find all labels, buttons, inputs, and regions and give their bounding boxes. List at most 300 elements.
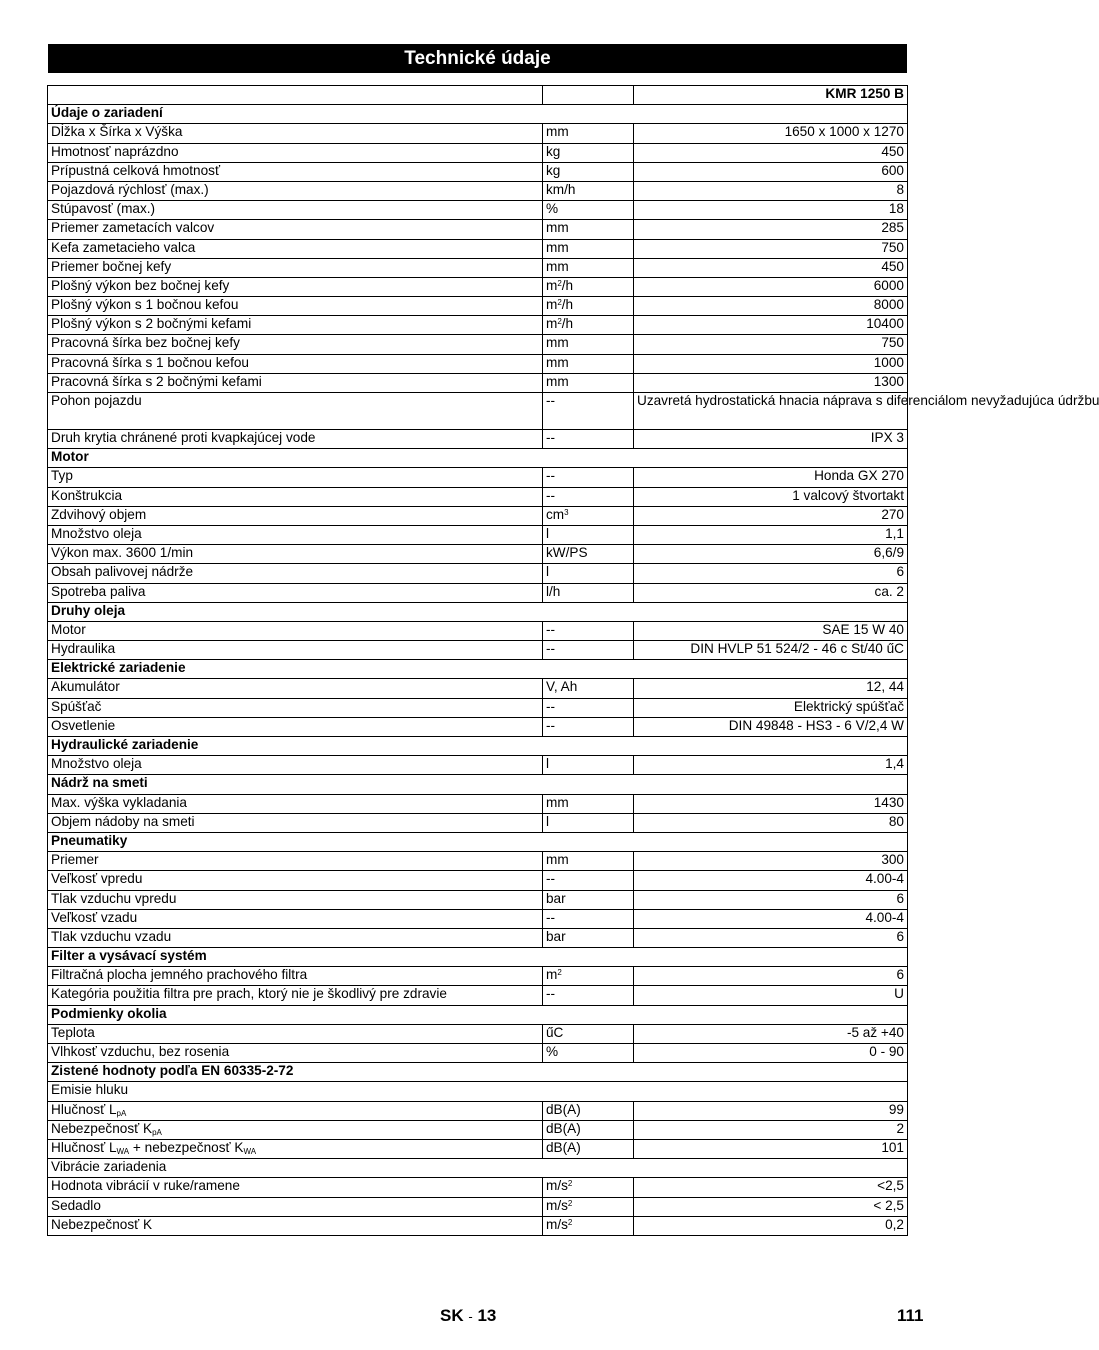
subsection-label: Emisie hluku (48, 1082, 908, 1101)
section-heading: Nádrž na smeti (48, 775, 908, 794)
row-unit-text: l (546, 564, 550, 580)
subsection-row (48, 1082, 908, 1101)
row-value: 6000 (634, 277, 908, 296)
row-unit (543, 679, 634, 698)
page-number: 111 (897, 1306, 924, 1325)
row-value: 1000 (634, 354, 908, 373)
row-value: 6 (634, 890, 908, 909)
row-unit (543, 430, 634, 449)
section-heading-row (48, 449, 908, 468)
row-unit-text: m (546, 316, 558, 332)
row-label-text: Osvetlenie (51, 717, 116, 733)
footer-dash: - (468, 1309, 473, 1324)
row-label (48, 564, 543, 583)
row-value: < 2,5 (634, 1197, 908, 1216)
row-label-text: Hlučnosť L (51, 1101, 117, 1117)
row-label (48, 1216, 543, 1235)
row-label (48, 393, 543, 430)
row-label (48, 354, 543, 373)
row-unit-text: bar (546, 928, 566, 944)
row-label (48, 525, 543, 544)
row-label (48, 124, 543, 143)
table-row (48, 756, 908, 775)
row-unit-text: kg (546, 162, 561, 178)
row-unit (543, 143, 634, 162)
row-unit-superscript: 2 (557, 968, 562, 978)
row-unit-text: m (546, 967, 558, 983)
row-value: 6,6/9 (634, 545, 908, 564)
row-unit (543, 890, 634, 909)
row-label (48, 1044, 543, 1063)
table-row (48, 220, 908, 239)
row-label-text: Kategória použitia filtra pre prach, ktorý nie je škodlivý pre zdravie (51, 986, 447, 1002)
row-unit-text: mm (546, 124, 569, 140)
row-value: 600 (634, 162, 908, 181)
row-unit (543, 641, 634, 660)
row-unit-superscript: 2 (567, 1217, 573, 1227)
row-label (48, 1178, 543, 1197)
row-value: DIN 49848 - HS3 - 6 V/2,4 W (634, 717, 908, 736)
table-row (48, 890, 908, 909)
table-row (48, 679, 908, 698)
row-label-text: Výkon max. 3600 1/min (51, 545, 194, 561)
row-label-text: Vlhkosť vzduchu, bez rosenia (51, 1044, 230, 1059)
table-row (48, 335, 908, 354)
row-value: 1300 (634, 373, 908, 392)
row-label-text: Nebezpečnosť K (51, 1216, 153, 1232)
row-unit (543, 487, 634, 506)
table-row (48, 1178, 908, 1197)
row-label-text: Druh krytia chránené proti kvapkajúcej vode (51, 430, 316, 445)
row-value: 1,1 (634, 525, 908, 544)
row-unit-text: m/s (546, 1216, 568, 1232)
row-label-text: Množstvo oleja (51, 525, 142, 541)
row-unit (543, 1197, 634, 1216)
row-label-text: Motor (51, 621, 86, 637)
row-label (48, 928, 543, 947)
row-label (48, 967, 543, 986)
row-label-text: Pohon pojazdu (51, 393, 142, 408)
row-label (48, 871, 543, 890)
row-unit (543, 986, 634, 1005)
row-value: SAE 15 W 40 (634, 621, 908, 640)
row-unit-text: kW/PS (546, 545, 588, 561)
table-row (48, 1101, 908, 1120)
header-empty-name (48, 86, 543, 105)
row-label (48, 641, 543, 660)
table-row (48, 852, 908, 871)
row-unit-text: m/s (546, 1178, 568, 1194)
table-row (48, 506, 908, 525)
table-header-row (48, 86, 908, 105)
row-unit-text: -- (546, 487, 556, 503)
table-row (48, 181, 908, 200)
section-heading: Hydraulické zariadenie (48, 737, 908, 756)
row-unit (543, 813, 634, 832)
row-unit-text: % (546, 201, 559, 217)
row-value: 4.00-4 (634, 871, 908, 890)
row-label (48, 373, 543, 392)
row-unit (543, 335, 634, 354)
row-label-text: Objem nádoby na smeti (51, 813, 195, 829)
page-footer-section (440, 1306, 496, 1326)
row-unit-text: -- (546, 430, 556, 445)
row-label-text: Hlučnosť L (51, 1139, 117, 1155)
row-label-text: Prípustná celková hmotnosť (51, 162, 221, 178)
row-unit (543, 1101, 634, 1120)
row-label (48, 258, 543, 277)
row-unit (543, 756, 634, 775)
table-row (48, 583, 908, 602)
row-value: 0,2 (634, 1216, 908, 1235)
row-label-text: Priemer bočnej kefy (51, 258, 172, 274)
table-row (48, 430, 908, 449)
row-label-text: Pracovná šírka s 1 bočnou kefou (51, 354, 249, 370)
row-unit-text: -- (546, 393, 556, 408)
row-label (48, 1139, 543, 1158)
row-value: 80 (634, 813, 908, 832)
table-row (48, 986, 908, 1005)
row-unit-text: mm (546, 852, 569, 868)
row-unit (543, 316, 634, 335)
row-unit-superscript: 2 (557, 317, 562, 327)
table-row (48, 794, 908, 813)
row-unit-superscript: 2 (557, 298, 562, 308)
row-unit-text: mm (546, 239, 569, 255)
row-unit-text: m (546, 297, 558, 313)
row-unit (543, 621, 634, 640)
table-row (48, 162, 908, 181)
page-title: Technické údaje (48, 44, 907, 73)
row-unit (543, 871, 634, 890)
row-unit (543, 794, 634, 813)
table-row (48, 143, 908, 162)
table-row (48, 871, 908, 890)
subsection-label: Vibrácie zariadenia (48, 1159, 908, 1178)
row-unit (543, 1178, 634, 1197)
row-label-text: Obsah palivovej nádrže (51, 564, 194, 580)
table-row (48, 1139, 908, 1158)
table-row (48, 1120, 908, 1139)
table-row (48, 717, 908, 736)
row-label (48, 335, 543, 354)
row-unit (543, 1044, 634, 1063)
row-unit (543, 124, 634, 143)
row-label (48, 297, 543, 316)
table-row (48, 1044, 908, 1063)
row-unit-text-after: /h (561, 277, 574, 293)
row-unit (543, 525, 634, 544)
row-unit-text: % (546, 1044, 559, 1059)
row-label-text: Plošný výkon s 1 bočnou kefou (51, 297, 239, 313)
row-value: Honda GX 270 (634, 468, 908, 487)
row-unit-text: -- (546, 986, 556, 1002)
table-row (48, 201, 908, 220)
row-value: 300 (634, 852, 908, 871)
row-value: 0 - 90 (634, 1044, 908, 1063)
row-value: 1 valcový štvortakt (634, 487, 908, 506)
table-row (48, 354, 908, 373)
row-label-text: Priemer (51, 852, 99, 868)
table-row (48, 468, 908, 487)
technical-data-body (48, 86, 1099, 1236)
row-unit (543, 239, 634, 258)
row-value: 12, 44 (634, 679, 908, 698)
section-heading: Údaje o zariadení (48, 105, 908, 124)
section-heading: Pneumatiky (48, 832, 908, 851)
table-row (48, 545, 908, 564)
row-unit-text: -- (546, 717, 556, 733)
row-unit-text: m (546, 277, 558, 293)
table-row (48, 564, 908, 583)
section-heading-row (48, 1005, 908, 1024)
row-value: 450 (634, 258, 908, 277)
technical-data-table (47, 85, 1099, 1236)
row-unit-text: -- (546, 871, 556, 887)
row-unit (543, 1024, 634, 1043)
row-label (48, 679, 543, 698)
row-value: 6 (634, 928, 908, 947)
row-unit-text: mm (546, 794, 569, 810)
row-unit (543, 162, 634, 181)
row-unit-superscript: 2 (567, 1198, 573, 1208)
row-label (48, 698, 543, 717)
row-label (48, 909, 543, 928)
row-label (48, 162, 543, 181)
header-empty-unit (543, 86, 634, 105)
section-heading: Druhy oleja (48, 602, 908, 621)
row-value: 4.00-4 (634, 909, 908, 928)
row-label-subscript: WA (116, 1146, 130, 1156)
table-row (48, 393, 908, 430)
row-label (48, 143, 543, 162)
row-label (48, 583, 543, 602)
table-row (48, 928, 908, 947)
row-unit (543, 1216, 634, 1235)
row-label-text: Teplota (51, 1024, 95, 1040)
row-label-text: Pojazdová rýchlosť (max.) (51, 181, 209, 197)
table-row (48, 967, 908, 986)
row-unit (543, 393, 634, 430)
row-label (48, 794, 543, 813)
row-label-text: Akumulátor (51, 679, 120, 695)
row-unit-superscript: 2 (567, 1179, 573, 1189)
row-value: 99 (634, 1101, 908, 1120)
section-heading: Motor (48, 449, 908, 468)
table-row (48, 297, 908, 316)
row-value: -5 až +40 (634, 1024, 908, 1043)
row-unit (543, 258, 634, 277)
row-unit-text: dB(A) (546, 1101, 581, 1117)
row-unit (543, 1120, 634, 1139)
row-unit (543, 277, 634, 296)
row-unit-superscript: 3 (564, 507, 569, 517)
row-value: 750 (634, 239, 908, 258)
row-value: 1,4 (634, 756, 908, 775)
row-unit-text: -- (546, 468, 556, 484)
section-heading: Zistené hodnoty podľa EN 60335-2-72 (48, 1063, 908, 1082)
row-label (48, 181, 543, 200)
row-label (48, 813, 543, 832)
table-row (48, 1197, 908, 1216)
row-unit (543, 967, 634, 986)
row-label (48, 430, 543, 449)
row-label (48, 890, 543, 909)
row-unit-text: mm (546, 220, 569, 236)
row-unit-text-after: /h (561, 316, 574, 332)
row-value: 8 (634, 181, 908, 200)
row-unit (543, 1139, 634, 1158)
row-unit-text: l/h (546, 583, 561, 599)
row-unit-superscript: 2 (557, 278, 562, 288)
row-unit-text: -- (546, 698, 556, 714)
section-heading-row (48, 948, 908, 967)
row-value: 6 (634, 967, 908, 986)
row-label-text: Sedadlo (51, 1197, 101, 1213)
row-value: 285 (634, 220, 908, 239)
row-unit-text: dB(A) (546, 1120, 581, 1136)
table-row (48, 373, 908, 392)
row-value: ca. 2 (634, 583, 908, 602)
row-label-text: Pracovná šírka bez bočnej kefy (51, 335, 240, 351)
row-label-text: Priemer zametacích valcov (51, 220, 215, 236)
row-unit (543, 564, 634, 583)
row-label (48, 717, 543, 736)
row-label-text: Filtračná plocha jemného prachového filtra (51, 967, 308, 983)
row-label (48, 239, 543, 258)
row-label-text: Plošný výkon s 2 bočnými kefami (51, 316, 252, 332)
row-label (48, 621, 543, 640)
row-label-text: Zdvihový objem (51, 506, 147, 522)
row-unit (543, 698, 634, 717)
row-unit (543, 928, 634, 947)
row-label (48, 1120, 543, 1139)
row-unit-text: -- (546, 909, 556, 925)
row-value: Uzavretá hydrostatická hnacia náprava s diferenciálom nevyžadujúca údržbu (634, 393, 908, 430)
row-label-text: Max. výška vykladania (51, 794, 187, 810)
section-heading-row (48, 602, 908, 621)
row-unit (543, 583, 634, 602)
row-unit-text: mm (546, 335, 569, 351)
row-unit-text: bar (546, 890, 566, 906)
row-label-text: Konštrukcia (51, 487, 123, 503)
row-label (48, 545, 543, 564)
row-label (48, 201, 543, 220)
table-row (48, 621, 908, 640)
table-row (48, 316, 908, 335)
row-label (48, 316, 543, 335)
row-unit-text: cm (546, 506, 565, 522)
row-label (48, 1101, 543, 1120)
row-unit-text: dB(A) (546, 1139, 581, 1155)
section-heading: Filter a vysávací systém (48, 948, 908, 967)
row-unit-text: űC (546, 1024, 564, 1040)
row-label-text: Množstvo oleja (51, 756, 142, 772)
row-label-subscript: WA (243, 1146, 257, 1156)
table-row (48, 124, 908, 143)
row-label (48, 1197, 543, 1216)
table-row (48, 258, 908, 277)
row-label-text: Tlak vzduchu vzadu (51, 928, 172, 944)
row-unit-text: m/s (546, 1197, 568, 1213)
section-heading-row (48, 775, 908, 794)
row-label-text: Typ (51, 468, 73, 484)
row-label-subscript: pA (116, 1108, 127, 1118)
table-row (48, 641, 908, 660)
row-label-text: Nebezpečnosť K (51, 1120, 153, 1136)
subsection-row (48, 1159, 908, 1178)
row-unit-text: mm (546, 354, 569, 370)
row-unit-text: -- (546, 621, 556, 637)
row-unit-text: mm (546, 373, 569, 389)
row-label (48, 756, 543, 775)
row-unit (543, 468, 634, 487)
section-heading-row (48, 105, 908, 124)
row-label-text: Veľkosť vpredu (51, 871, 143, 887)
row-label-subscript: pA (152, 1127, 162, 1137)
row-value: U (634, 986, 908, 1005)
row-label-text: Hydraulika (51, 641, 116, 657)
row-value: Elektrický spúšťač (634, 698, 908, 717)
row-unit-text: V, Ah (546, 679, 578, 695)
row-unit (543, 506, 634, 525)
model-name: KMR 1250 B (634, 86, 908, 105)
row-value: DIN HVLP 51 524/2 - 46 c St/40 űC (634, 641, 908, 660)
row-value: 2 (634, 1120, 908, 1139)
table-row (48, 487, 908, 506)
row-value: 1430 (634, 794, 908, 813)
row-unit (543, 297, 634, 316)
row-unit-text-after: /h (561, 297, 574, 313)
row-unit-text: l (546, 756, 550, 772)
footer-language-code: SK (440, 1306, 464, 1325)
table-row (48, 1024, 908, 1043)
section-heading-row (48, 1063, 908, 1082)
table-row (48, 277, 908, 296)
row-label-text: Spúšťač (51, 698, 102, 714)
row-label-text: Hmotnosť naprázdno (51, 143, 179, 159)
row-label-text: Hodnota vibrácií v ruke/ramene (51, 1178, 240, 1194)
row-unit-text: kg (546, 143, 561, 159)
footer-section-page: 13 (477, 1306, 497, 1325)
row-label-text: Stúpavosť (max.) (51, 201, 156, 217)
row-label (48, 986, 543, 1005)
row-unit (543, 220, 634, 239)
table-row (48, 525, 908, 544)
row-value: 1650 x 1000 x 1270 (634, 124, 908, 143)
table-row (48, 239, 908, 258)
table-row (48, 813, 908, 832)
row-label-text: Veľkosť vzadu (51, 909, 138, 925)
row-unit (543, 181, 634, 200)
row-label (48, 852, 543, 871)
row-value: 10400 (634, 316, 908, 335)
section-heading-row (48, 660, 908, 679)
section-heading: Elektrické zariadenie (48, 660, 908, 679)
row-unit-text: l (546, 813, 550, 829)
row-label-text: Dĺžka x Šírka x Výška (51, 124, 183, 140)
section-heading-row (48, 737, 908, 756)
row-unit (543, 852, 634, 871)
row-value: 750 (634, 335, 908, 354)
row-unit (543, 909, 634, 928)
section-heading: Podmienky okolia (48, 1005, 908, 1024)
row-value: 6 (634, 564, 908, 583)
row-label (48, 1024, 543, 1043)
row-unit-text: mm (546, 258, 569, 274)
row-unit (543, 354, 634, 373)
row-label-text: Kefa zametacieho valca (51, 239, 196, 255)
